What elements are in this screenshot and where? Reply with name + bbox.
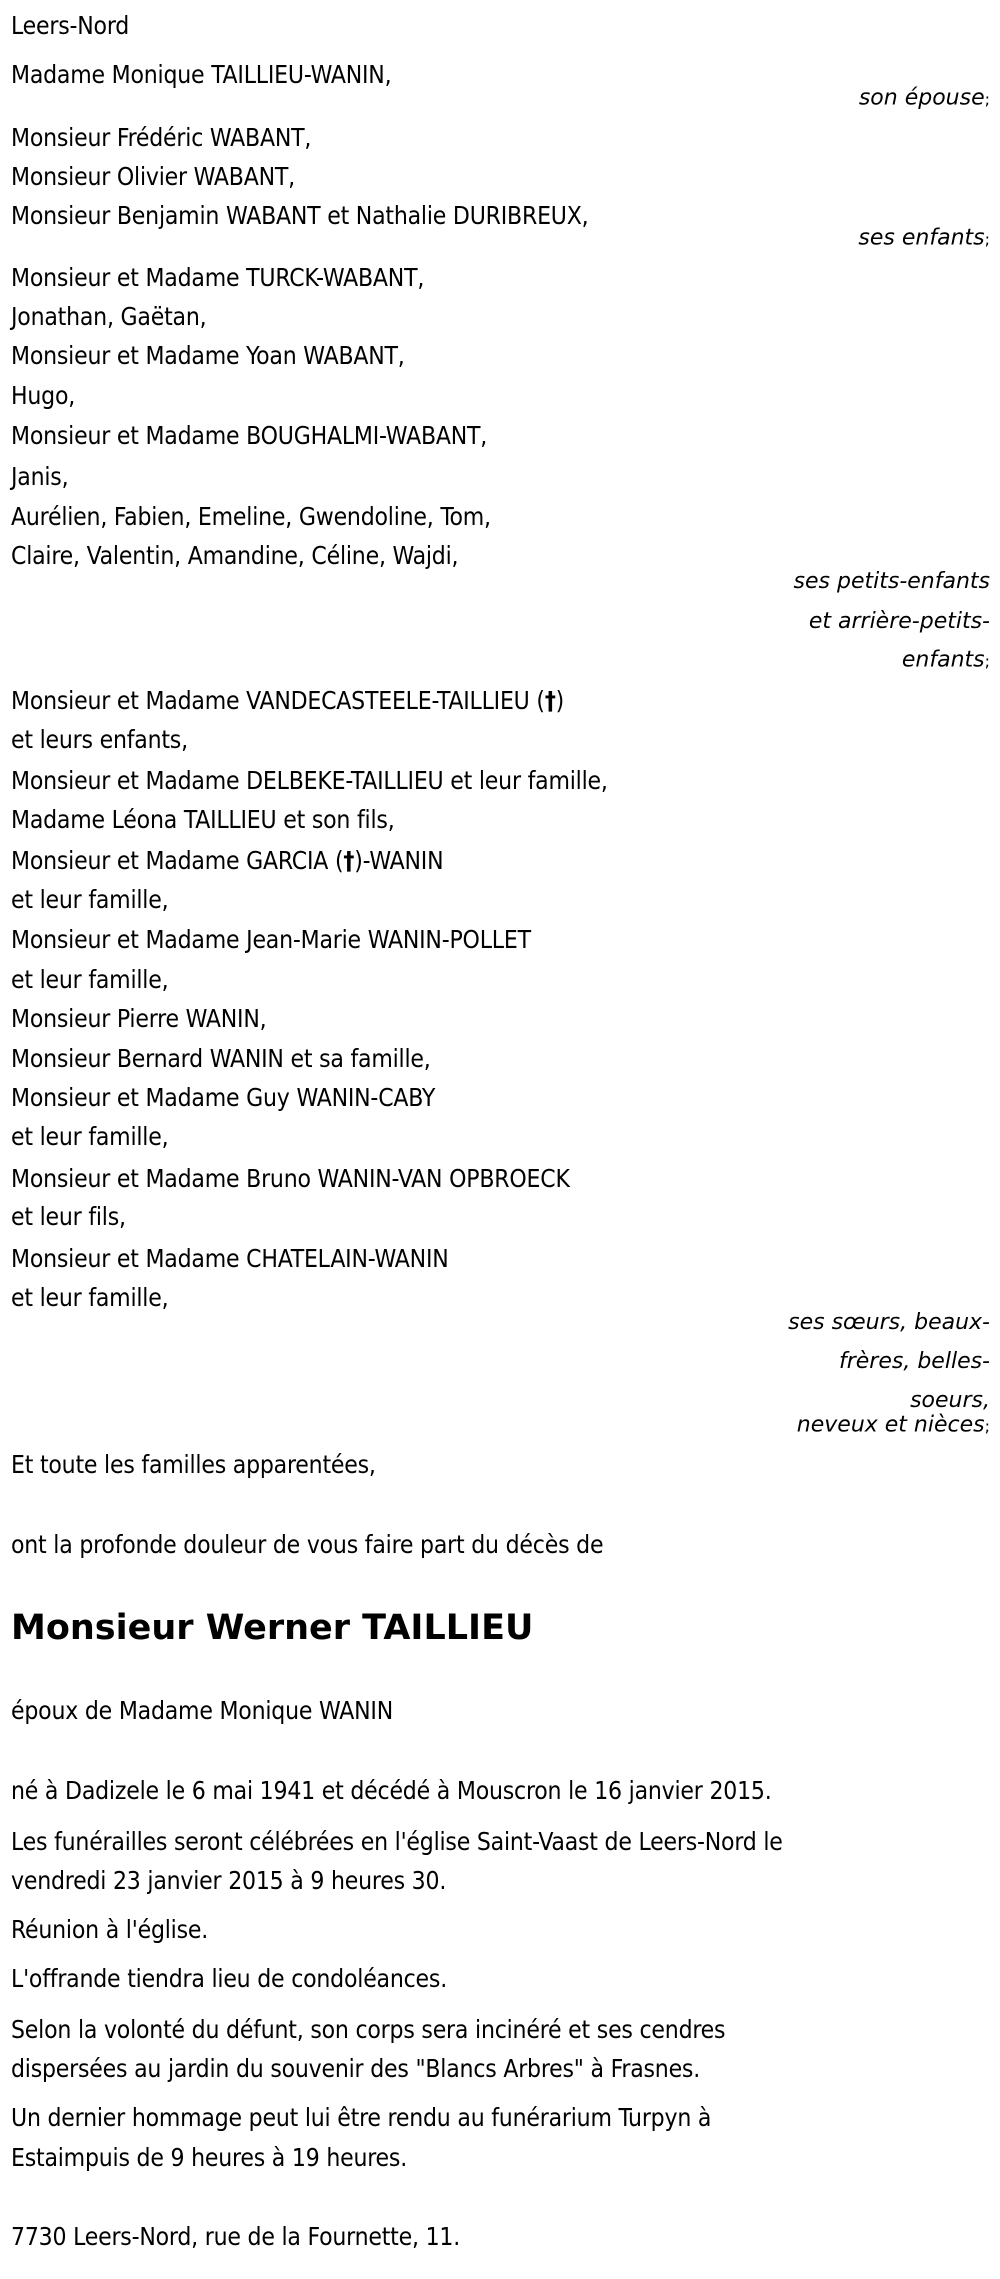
family-name-line: [11, 686, 564, 716]
family-name-line: Monsieur Bernard WANIN et sa famille,: [11, 1044, 431, 1073]
offering-line: L'offrande tiendra lieu de condoléances.: [11, 1964, 448, 1993]
family-name-line: Madame Léona TAILLIEU et son fils,: [11, 805, 395, 834]
homage-line-2: Estaimpuis de 9 heures à 19 heures.: [11, 2143, 408, 2172]
dagger-icon: †: [544, 686, 556, 715]
name-text: Monsieur et Madame GARCIA (: [11, 846, 344, 875]
relation-label-siblings-1: ses sœurs, beaux-: [788, 1310, 990, 1335]
name-suffix: ): [555, 686, 565, 715]
spouse-line: époux de Madame Monique WANIN: [11, 1696, 394, 1725]
family-name-line: Monsieur et Madame Jean-Marie WANIN-POLLET: [11, 925, 531, 954]
relation-semicolon: ;: [984, 1416, 990, 1436]
relation-text: neveux et nièces: [796, 1412, 985, 1438]
family-name-line: Monsieur et Madame Bruno WANIN-VAN OPBROECK: [11, 1164, 570, 1193]
family-name-line: Hugo,: [11, 381, 76, 410]
deceased-name-title: Monsieur Werner TAILLIEU: [11, 1608, 534, 1648]
address-line: 7730 Leers-Nord, rue de la Fournette, 11.: [11, 2222, 461, 2251]
dagger-icon: †: [343, 846, 355, 875]
family-name-line: Jonathan, Gaëtan,: [11, 302, 207, 331]
relation-text: ses enfants: [858, 225, 985, 251]
family-name-line: Claire, Valentin, Amandine, Céline, Wajdi,: [11, 541, 459, 570]
family-name-line: Aurélien, Fabien, Emeline, Gwendoline, Tom,: [11, 502, 491, 531]
closing-family-line: Et toute les familles apparentées,: [11, 1450, 376, 1479]
homage-line-1: Un dernier hommage peut lui être rendu au funérarium Turpyn à: [11, 2103, 712, 2132]
reunion-line: Réunion à l'église.: [11, 1915, 209, 1944]
family-name-line: Monsieur et Madame DELBEKE-TAILLIEU et leur famille,: [11, 766, 608, 795]
family-name-line: et leur famille,: [11, 965, 169, 994]
relation-semicolon: ;: [984, 89, 990, 109]
cremation-line-1: Selon la volonté du défunt, son corps sera incinéré et ses cendres: [11, 2015, 726, 2044]
family-name-line: Monsieur et Madame Guy WANIN-CABY: [11, 1083, 436, 1112]
relation-label-spouse: [859, 84, 990, 115]
location-heading: Leers-Nord: [11, 11, 130, 40]
family-name-line: Monsieur Frédéric WABANT,: [11, 123, 312, 152]
relation-semicolon: ;: [984, 229, 990, 249]
family-name-line: Monsieur Benjamin WABANT et Nathalie DURIBREUX,: [11, 201, 589, 230]
family-name-line: et leur famille,: [11, 1122, 169, 1151]
family-name-line: Monsieur et Madame TURCK-WABANT,: [11, 263, 425, 292]
relation-label-grandchildren-1: ses petits-enfants: [793, 569, 990, 594]
relation-label-siblings-3: soeurs,: [910, 1388, 990, 1413]
name-suffix: )-WANIN: [354, 846, 444, 875]
family-name-line: Janis,: [11, 462, 69, 491]
family-name-line: Monsieur Pierre WANIN,: [11, 1004, 267, 1033]
relation-label-siblings-4: [797, 1411, 990, 1442]
relation-text: son épouse: [858, 85, 985, 111]
family-name-line: [11, 846, 443, 876]
family-name-line: Monsieur et Madame Yoan WABANT,: [11, 341, 405, 370]
family-name-line: et leur fils,: [11, 1202, 126, 1231]
announcement-line: ont la profonde douleur de vous faire part du décès de: [11, 1530, 604, 1559]
relation-semicolon: ;: [984, 651, 990, 671]
family-name-line: et leur famille,: [11, 885, 169, 914]
name-text: Monsieur et Madame VANDECASTEELE-TAILLIEU (: [11, 686, 545, 715]
family-name-line: Monsieur Olivier WABANT,: [11, 162, 295, 191]
relation-label-grandchildren-3: [902, 646, 990, 677]
birth-death-line: né à Dadizele le 6 mai 1941 et décédé à Mouscron le 16 janvier 2015.: [11, 1776, 772, 1805]
family-name-line: et leur famille,: [11, 1283, 169, 1312]
family-name-line: et leurs enfants,: [11, 725, 188, 754]
cremation-line-2: dispersées au jardin du souvenir des "Blancs Arbres" à Frasnes.: [11, 2054, 701, 2083]
funeral-line-1: Les funérailles seront célébrées en l'église Saint-Vaast de Leers-Nord le: [11, 1827, 783, 1856]
relation-label-siblings-2: frères, belles-: [838, 1349, 990, 1374]
family-name-line: Madame Monique TAILLIEU-WANIN,: [11, 60, 392, 89]
family-name-line: Monsieur et Madame CHATELAIN-WANIN: [11, 1244, 449, 1273]
relation-text: enfants: [901, 647, 985, 673]
relation-label-children: [858, 224, 990, 255]
funeral-line-2: vendredi 23 janvier 2015 à 9 heures 30.: [11, 1866, 447, 1895]
relation-label-grandchildren-2: et arrière-petits-: [808, 609, 990, 634]
family-name-line: Monsieur et Madame BOUGHALMI-WABANT,: [11, 421, 488, 450]
